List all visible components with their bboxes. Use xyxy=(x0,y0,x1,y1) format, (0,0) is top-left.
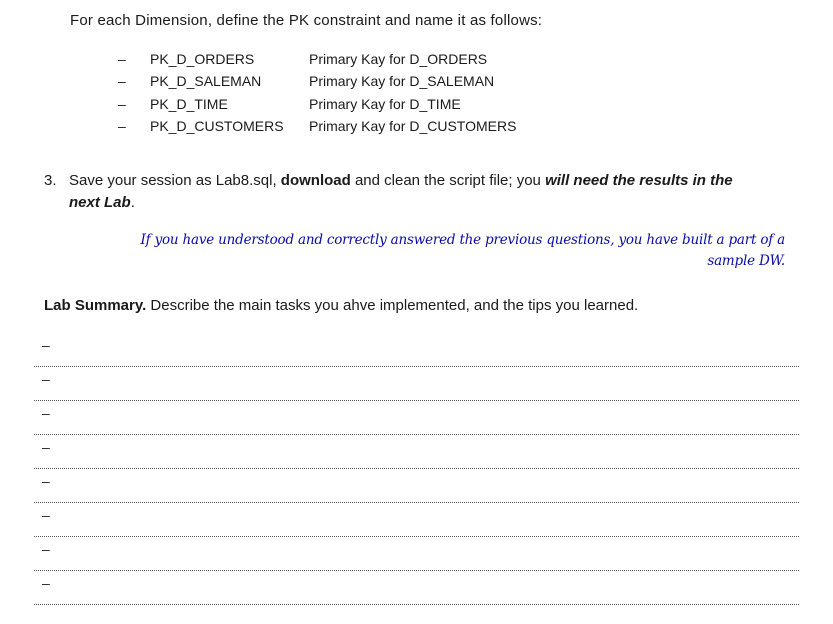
answer-line[interactable] xyxy=(34,537,799,571)
step-number: 3. xyxy=(44,172,57,189)
answer-line[interactable] xyxy=(34,503,799,537)
answer-line[interactable] xyxy=(34,401,799,435)
line-mark: – xyxy=(42,337,50,353)
line-mark: – xyxy=(42,575,50,591)
line-mark: – xyxy=(42,439,50,455)
line-mark: – xyxy=(42,473,50,489)
note-line-1: If you have understood and correctly answered the previous questions, you have built a part of a xyxy=(140,232,785,248)
handwritten-note xyxy=(65,230,785,272)
answer-line[interactable] xyxy=(34,333,799,367)
step-3-instruction xyxy=(44,170,794,214)
pk-item xyxy=(118,115,516,137)
pk-name: PK_D_TIME xyxy=(150,95,228,112)
pk-item xyxy=(118,48,516,70)
step-3-line-1 xyxy=(44,170,794,192)
answer-line[interactable] xyxy=(34,571,799,605)
list-dash: – xyxy=(118,95,126,112)
line-mark: – xyxy=(42,371,50,387)
list-dash: – xyxy=(118,51,126,67)
list-dash: – xyxy=(118,73,126,90)
step-text: . xyxy=(130,194,135,211)
answer-line[interactable] xyxy=(34,367,799,401)
step-3-line-2 xyxy=(44,192,794,214)
lab-summary-prompt xyxy=(44,297,638,314)
pk-name: PK_D_CUSTOMERS xyxy=(150,117,284,134)
pk-item xyxy=(118,93,516,115)
answer-lines xyxy=(34,333,799,605)
pk-name: PK_D_ORDERS xyxy=(150,51,255,67)
line-mark: – xyxy=(42,507,50,523)
pk-item xyxy=(118,70,516,92)
step-bold-download: download xyxy=(280,172,351,189)
intro-instruction: For each Dimension, define the PK constraint and name it as follows: xyxy=(70,12,543,29)
line-mark: – xyxy=(42,405,50,421)
pk-name: PK_D_SALEMAN xyxy=(150,73,262,90)
summary-text: Describe the main tasks you ahve implemented, and the tips you learned. xyxy=(146,297,639,314)
answer-line[interactable] xyxy=(34,435,799,469)
answer-line[interactable] xyxy=(34,469,799,503)
pk-description: Primary Kay for D_CUSTOMERS xyxy=(309,117,517,134)
note-line-2: sample DW. xyxy=(707,253,785,269)
pk-description: Primary Kay for D_SALEMAN xyxy=(309,73,495,90)
line-mark: – xyxy=(42,541,50,557)
pk-description: Primary Kay for D_ORDERS xyxy=(309,51,488,67)
step-bold-italic-next-lab: next Lab xyxy=(69,194,131,211)
pk-constraint-list xyxy=(118,48,516,137)
step-bold-italic: will need the results in the xyxy=(545,172,733,189)
summary-label: Lab Summary. xyxy=(44,297,147,314)
pk-description: Primary Kay for D_TIME xyxy=(309,95,461,112)
step-text: and clean the script file; you xyxy=(350,172,546,189)
list-dash: – xyxy=(118,117,126,134)
step-text: Save your session as Lab8.sql, xyxy=(69,172,281,189)
